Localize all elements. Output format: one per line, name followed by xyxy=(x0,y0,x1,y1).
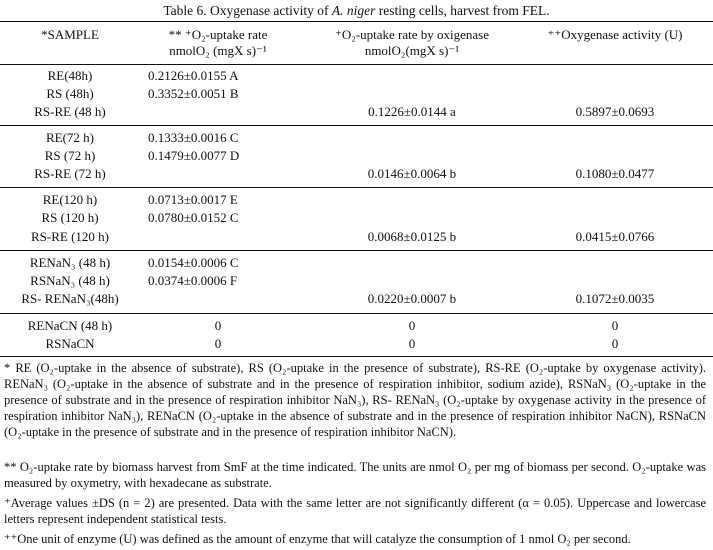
sample-cell: RS-RE (120 h) xyxy=(31,229,109,244)
footnote-uptake-rate: ** O₂-uptake rate by biomass harvest from SmF at the time indicated. The units are nmol O₂ per mg of biomass per second. O₂-uptake was measured by oxymetry, with hexadecane as substrate. xyxy=(4,460,706,490)
sample-cell: RSNaN₃ (48 h) xyxy=(30,273,110,288)
footnote-averages: ⁺Average values ±DS (n = 2) are presented. Data with the same letter are not significantly different (α = 0.05). Uppercase and lowercase letters represent independent statistical tests. xyxy=(4,496,706,526)
uptake-cell: 0.0780±0.0152 C xyxy=(148,210,239,225)
sample-cell: RS-RE (48 h) xyxy=(34,104,106,119)
activity-cell: 0.1080±0.0477 xyxy=(575,166,655,181)
activity-cell: 0.0415±0.0766 xyxy=(575,229,655,244)
rule-top xyxy=(0,21,713,22)
header-uptake-line2: nmolO₂ (mgX s)⁻¹ xyxy=(169,43,267,58)
uptake-cell: 0 xyxy=(214,318,222,333)
uptake-cell: 0.0154±0.0006 C xyxy=(148,255,239,270)
sample-cell: RSNaCN xyxy=(45,336,95,351)
oxigenase-cell: 0.0068±0.0125 b xyxy=(367,229,457,244)
uptake-cell: 0.1479±0.0077 D xyxy=(148,148,240,163)
sample-cell: RE(48h) xyxy=(47,68,93,83)
rule-group xyxy=(0,250,713,251)
caption-suffix: resting cells, harvest from FEL. xyxy=(375,3,550,18)
uptake-cell: 0.3352±0.0051 B xyxy=(148,86,239,101)
rule-group xyxy=(0,313,713,314)
rule-bottom xyxy=(0,356,713,357)
sample-cell: RENaN₃ (48 h) xyxy=(29,255,111,270)
table-caption xyxy=(0,2,713,19)
activity-cell: 0.5897±0.0693 xyxy=(575,104,655,119)
rule-header xyxy=(0,64,713,65)
uptake-cell: 0.1333±0.0016 C xyxy=(148,130,239,145)
uptake-cell: 0.0713±0.0017 E xyxy=(148,192,238,207)
activity-cell: 0.1072±0.0035 xyxy=(575,291,655,306)
header-activity: ⁺⁺Oxygenase activity (U) xyxy=(547,27,683,42)
caption-species: A. niger xyxy=(331,3,376,18)
oxigenase-cell: 0 xyxy=(408,336,416,351)
sample-cell: RS-RE (72 h) xyxy=(34,166,106,181)
sample-cell: RS- RENaN₃(48h) xyxy=(21,291,119,306)
sample-cell: RS (72 h) xyxy=(44,148,96,163)
rule-group xyxy=(0,125,713,126)
oxigenase-cell: 0.1226±0.0144 a xyxy=(368,104,456,119)
activity-cell: 0 xyxy=(611,336,619,351)
sample-cell: RENaCN (48 h) xyxy=(27,318,113,333)
sample-cell: RE(120 h) xyxy=(42,192,98,207)
footnote-abbreviations: * RE (O₂-uptake in the absence of substrate), RS (O₂-uptake in the presence of substrate), RS-RE (O₂-uptake by oxygenase activity). RENaN₃ (O₂-uptake in the absence of substrate and in the presence of respiration inhibitor, sodium azide), RSNaN₃ (O₂-uptake in the presence of substrate and in the presence of respiration inhibitor NaN₃), RS- RENaN₃ (O₂-uptake by oxygenase activity in the presence of respiration inhibitor NaN₃), RENaCN (O₂-uptake in the absence of substrate and in the presence of respiration inhibitor NaCN), RSNaCN (O₂-uptake in the presence of substrate and in the presence of respiration inhibitor NaCN). xyxy=(4,361,706,439)
header-oxigenase-line1: ⁺O₂-uptake rate by oxigenase xyxy=(335,27,489,42)
oxigenase-cell: 0.0220±0.0007 b xyxy=(367,291,457,306)
caption-prefix: Table 6. Oxygenase activity of xyxy=(163,3,332,18)
footnote-unit-definition: ⁺⁺One unit of enzyme (U) was defined as the amount of enzyme that will catalyze the consumption of 1 nmol O₂ per second. xyxy=(4,532,631,546)
rule-group xyxy=(0,187,713,188)
oxigenase-cell: 0 xyxy=(408,318,416,333)
uptake-cell: 0.0374±0.0006 F xyxy=(148,273,238,288)
sample-cell: RE(72 h) xyxy=(45,130,95,145)
uptake-cell: 0.2126±0.0155 A xyxy=(148,68,239,83)
sample-cell: RS (48h) xyxy=(46,86,94,101)
uptake-cell: 0 xyxy=(214,336,222,351)
activity-cell: 0 xyxy=(611,318,619,333)
header-sample: *SAMPLE xyxy=(41,27,99,42)
oxigenase-cell: 0.0146±0.0064 b xyxy=(367,166,457,181)
header-oxigenase-line2: nmolO₂(mgX s)⁻¹ xyxy=(364,43,460,58)
header-uptake-line1: ** ⁺O₂-uptake rate xyxy=(168,27,268,42)
sample-cell: RS (120 h) xyxy=(41,210,99,225)
